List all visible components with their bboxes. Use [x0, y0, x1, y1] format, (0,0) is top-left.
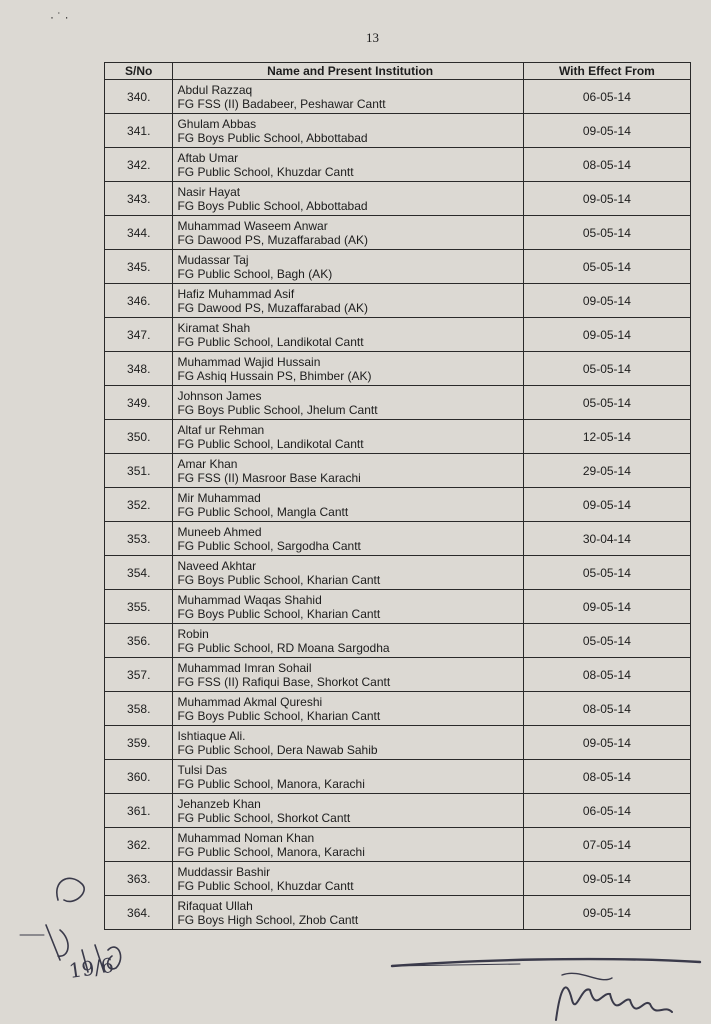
present-institution: FG Boys Public School, Kharian Cantt [177, 708, 381, 723]
cell-sno: 351. [105, 454, 173, 488]
table-row [105, 216, 691, 250]
cell-name-institution [173, 386, 523, 420]
cell-sno: 354. [105, 556, 173, 590]
cell-sno: 346. [105, 284, 173, 318]
cell-name-institution [173, 590, 523, 624]
person-name: Muhammad Noman Khan [177, 830, 315, 845]
table-row [105, 726, 691, 760]
header-effect-date: With Effect From [523, 63, 690, 80]
person-name: Rifaquat Ullah [177, 898, 253, 913]
table-row [105, 556, 691, 590]
table-row [105, 80, 691, 114]
left-initials-mark-2 [46, 925, 68, 960]
cell-effect-date: 09-05-14 [523, 114, 690, 148]
cell-sno: 363. [105, 862, 173, 896]
cell-name-institution [173, 692, 523, 726]
table-row [105, 420, 691, 454]
table-row [105, 862, 691, 896]
person-name: Jehanzeb Khan [177, 796, 261, 811]
table-row [105, 250, 691, 284]
cell-name-institution [173, 352, 523, 386]
person-name: Robin [177, 626, 209, 641]
cell-name-institution [173, 488, 523, 522]
left-initials-mark [57, 878, 84, 901]
cell-sno: 347. [105, 318, 173, 352]
present-institution: FG Boys Public School, Kharian Cantt [177, 606, 381, 621]
person-name: Hafiz Muhammad Asif [177, 286, 295, 301]
cell-effect-date: 12-05-14 [523, 420, 690, 454]
present-institution: FG FSS (II) Rafiqui Base, Shorkot Cantt [177, 674, 391, 689]
cell-name-institution [173, 148, 523, 182]
present-institution: FG Boys Public School, Abbottabad [177, 130, 368, 145]
present-institution: FG Public School, Mangla Cantt [177, 504, 349, 519]
cell-sno: 340. [105, 80, 173, 114]
cell-effect-date: 09-05-14 [523, 488, 690, 522]
cell-effect-date: 09-05-14 [523, 318, 690, 352]
cell-name-institution [173, 794, 523, 828]
table-row [105, 352, 691, 386]
person-name: Mir Muhammad [177, 490, 261, 505]
present-institution: FG FSS (II) Masroor Base Karachi [177, 470, 361, 485]
page-number: 13 [366, 30, 379, 45]
scan-speckles: · ˙ · [50, 10, 69, 24]
cell-sno: 341. [105, 114, 173, 148]
cell-name-institution [173, 862, 523, 896]
table-header-row [105, 63, 691, 80]
person-name: Muhammad Waqas Shahid [177, 592, 322, 607]
cell-sno: 358. [105, 692, 173, 726]
cell-name-institution [173, 556, 523, 590]
cell-effect-date: 06-05-14 [523, 80, 690, 114]
staff-transfer-table [104, 62, 691, 930]
cell-sno: 353. [105, 522, 173, 556]
person-name: Abdul Razzaq [177, 82, 253, 97]
cell-effect-date: 09-05-14 [523, 284, 690, 318]
person-name: Mudassar Taj [177, 252, 249, 267]
cell-name-institution [173, 318, 523, 352]
present-institution: FG Dawood PS, Muzaffarabad (AK) [177, 232, 368, 247]
cell-sno: 349. [105, 386, 173, 420]
present-institution: FG Public School, Khuzdar Cantt [177, 164, 354, 179]
cell-effect-date: 06-05-14 [523, 794, 690, 828]
cell-name-institution [173, 216, 523, 250]
cell-effect-date: 09-05-14 [523, 182, 690, 216]
table-row [105, 386, 691, 420]
present-institution: FG Boys Public School, Kharian Cantt [177, 572, 381, 587]
present-institution: FG Public School, Khuzdar Cantt [177, 878, 354, 893]
person-name: Amar Khan [177, 456, 238, 471]
cell-name-institution [173, 420, 523, 454]
cell-name-institution [173, 624, 523, 658]
table-row [105, 454, 691, 488]
present-institution: FG Public School, Manora, Karachi [177, 844, 365, 859]
table-row [105, 760, 691, 794]
cell-sno: 348. [105, 352, 173, 386]
table-row [105, 692, 691, 726]
cell-name-institution [173, 80, 523, 114]
cell-sno: 356. [105, 624, 173, 658]
cell-sno: 360. [105, 760, 173, 794]
cell-effect-date: 08-05-14 [523, 692, 690, 726]
present-institution: FG Boys Public School, Jhelum Cantt [177, 402, 378, 417]
right-signature-mark [556, 987, 672, 1020]
person-name: Altaf ur Rehman [177, 422, 265, 437]
handwritten-date: 19/6 [67, 952, 116, 983]
cell-effect-date: 08-05-14 [523, 148, 690, 182]
cell-sno: 344. [105, 216, 173, 250]
left-date-scribble [82, 945, 121, 972]
cell-sno: 343. [105, 182, 173, 216]
table-row [105, 590, 691, 624]
cell-name-institution [173, 522, 523, 556]
cell-sno: 345. [105, 250, 173, 284]
table-row [105, 828, 691, 862]
table-row [105, 318, 691, 352]
present-institution: FG Public School, RD Moana Sargodha [177, 640, 390, 655]
cell-sno: 361. [105, 794, 173, 828]
cell-effect-date: 08-05-14 [523, 658, 690, 692]
table-body [105, 80, 691, 930]
present-institution: FG FSS (II) Badabeer, Peshawar Cantt [177, 96, 386, 111]
cell-effect-date: 05-05-14 [523, 216, 690, 250]
present-institution: FG Ashiq Hussain PS, Bhimber (AK) [177, 368, 372, 383]
cell-effect-date: 09-05-14 [523, 862, 690, 896]
signature-underline [392, 959, 700, 966]
cell-effect-date: 30-04-14 [523, 522, 690, 556]
cell-effect-date: 05-05-14 [523, 352, 690, 386]
cell-sno: 357. [105, 658, 173, 692]
table-row [105, 624, 691, 658]
cell-name-institution [173, 658, 523, 692]
person-name: Naveed Akhtar [177, 558, 257, 573]
cell-name-institution [173, 250, 523, 284]
person-name: Ghulam Abbas [177, 116, 257, 131]
table-row [105, 794, 691, 828]
table-row [105, 114, 691, 148]
cell-name-institution [173, 726, 523, 760]
cell-sno: 364. [105, 896, 173, 930]
present-institution: FG Public School, Bagh (AK) [177, 266, 333, 281]
cell-effect-date: 05-05-14 [523, 250, 690, 284]
present-institution: FG Public School, Shorkot Cantt [177, 810, 351, 825]
cell-name-institution [173, 114, 523, 148]
cell-name-institution [173, 896, 523, 930]
cell-sno: 350. [105, 420, 173, 454]
person-name: Ishtiaque Ali. [177, 728, 246, 743]
person-name: Muhammad Imran Sohail [177, 660, 312, 675]
present-institution: FG Public School, Manora, Karachi [177, 776, 365, 791]
cell-effect-date: 09-05-14 [523, 726, 690, 760]
person-name: Nasir Hayat [177, 184, 241, 199]
person-name: Kiramat Shah [177, 320, 251, 335]
cell-sno: 355. [105, 590, 173, 624]
person-name: Tulsi Das [177, 762, 228, 777]
cell-effect-date: 08-05-14 [523, 760, 690, 794]
present-institution: FG Public School, Dera Nawab Sahib [177, 742, 378, 757]
present-institution: FG Dawood PS, Muzaffarabad (AK) [177, 300, 368, 315]
cell-sno: 362. [105, 828, 173, 862]
person-name: Muhammad Wajid Hussain [177, 354, 321, 369]
table-row [105, 148, 691, 182]
person-name: Johnson James [177, 388, 262, 403]
present-institution: FG Public School, Sargodha Cantt [177, 538, 361, 553]
present-institution: FG Boys Public School, Abbottabad [177, 198, 368, 213]
table-row [105, 522, 691, 556]
cell-effect-date: 09-05-14 [523, 896, 690, 930]
cell-effect-date: 05-05-14 [523, 556, 690, 590]
table-row [105, 488, 691, 522]
cell-name-institution [173, 454, 523, 488]
present-institution: FG Public School, Landikotal Cantt [177, 436, 364, 451]
person-name: Muhammad Akmal Qureshi [177, 694, 323, 709]
cell-effect-date: 07-05-14 [523, 828, 690, 862]
person-name: Muhammad Waseem Anwar [177, 218, 328, 233]
cell-name-institution [173, 828, 523, 862]
header-sno: S/No [105, 63, 173, 80]
cell-effect-date: 09-05-14 [523, 590, 690, 624]
person-name: Muneeb Ahmed [177, 524, 262, 539]
cell-effect-date: 05-05-14 [523, 386, 690, 420]
cell-sno: 352. [105, 488, 173, 522]
table-row [105, 896, 691, 930]
cell-name-institution [173, 284, 523, 318]
table-row [105, 658, 691, 692]
present-institution: FG Public School, Landikotal Cantt [177, 334, 364, 349]
person-name: Aftab Umar [177, 150, 239, 165]
cell-effect-date: 29-05-14 [523, 454, 690, 488]
person-name: Muddassir Bashir [177, 864, 271, 879]
cell-sno: 359. [105, 726, 173, 760]
cell-name-institution [173, 182, 523, 216]
cell-effect-date: 05-05-14 [523, 624, 690, 658]
table-row [105, 284, 691, 318]
table-row [105, 182, 691, 216]
cell-name-institution [173, 760, 523, 794]
header-name-institution: Name and Present Institution [173, 63, 523, 80]
cell-sno: 342. [105, 148, 173, 182]
present-institution: FG Boys High School, Zhob Cantt [177, 912, 359, 927]
